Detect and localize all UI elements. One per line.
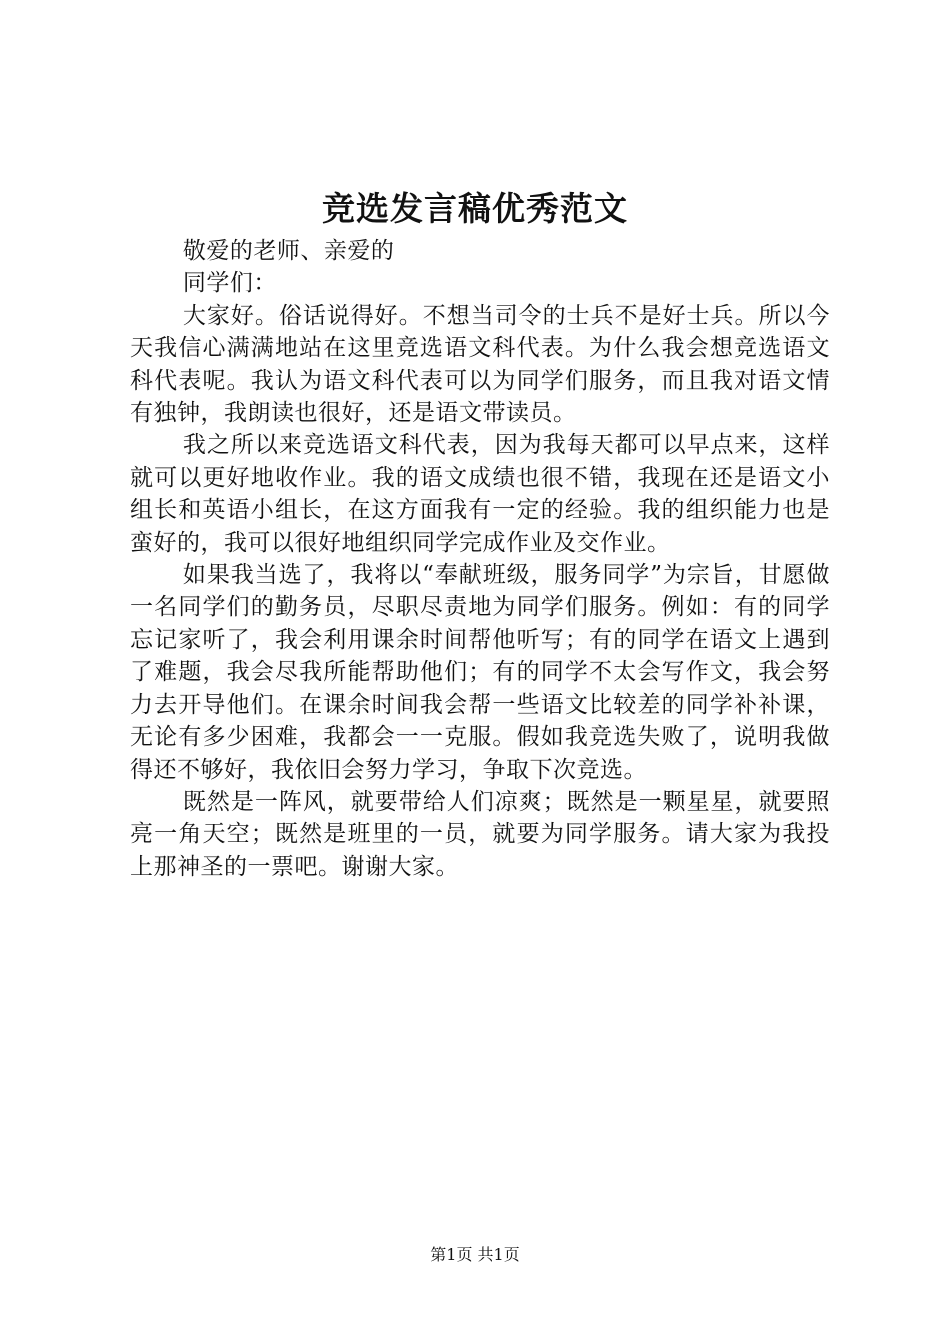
page-total: 共1页 [477, 1245, 520, 1264]
paragraph-4: 既然是一阵风，就要带给人们凉爽；既然是一颗星星，就要照亮一角天空；既然是班里的一员，就要为同学服务。请大家为我投上那神圣的一票吧。谢谢大家。 [130, 788, 830, 880]
paragraph-3: 如果我当选了，我将以“奉献班级，服务同学”为宗旨，甘愿做一名同学们的勤务员，尽职尽责地为同学们服务。例如：有的同学忘记家听了，我会利用课余时间帮他听写；有的同学在语文上遇到了难题，我会尽我所能帮助他们；有的同学不太会写作文，我会努力去开导他们。在课余时间我会帮一些语文比较差的同学补补课，无论有多少困难，我都会一一克服。假如我竞选失败了，说明我做得还不够好，我依旧会努力学习，争取下次竞选。 [130, 562, 830, 783]
page-number: 第1页 [430, 1245, 473, 1264]
document-body [130, 235, 830, 883]
paragraph-2: 我之所以来竞选语文科代表，因为我每天都可以早点来，这样就可以更好地收作业。我的语文成绩也很不错，我现在还是语文小组长和英语小组长，在这方面我有一定的经验。我的组织能力也是蛮好的，我可以很好地组织同学完成作业及交作业。 [130, 432, 830, 556]
page-footer [0, 1244, 950, 1266]
document-title: 竞选发言稿优秀范文 [322, 189, 628, 228]
salutation-line-1: 敬爱的老师、亲爱的 [182, 238, 395, 264]
salutation-line-2: 同学们： [182, 270, 277, 297]
paragraph-1: 大家好。俗话说得好。不想当司令的士兵不是好士兵。所以今天我信心满满地站在这里竞选语文科代表。为什么我会想竞选语文科代表呢。我认为语文科代表可以为同学们服务，而且我对语文情有独钟，我朗读也很好，还是语文带读员。 [130, 302, 830, 427]
